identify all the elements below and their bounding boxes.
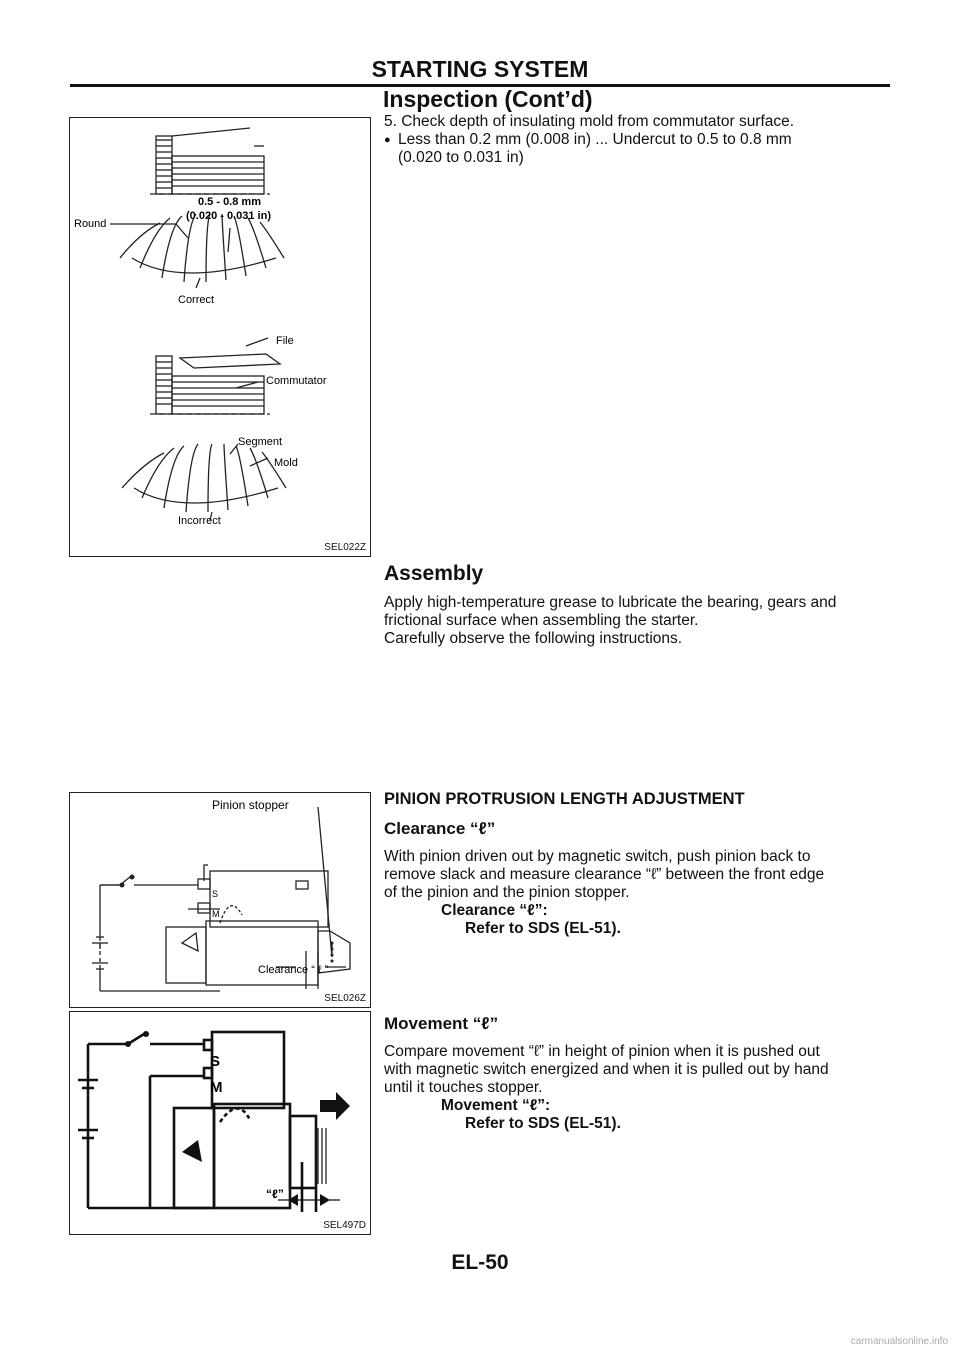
label-s-terminal: S: [210, 1053, 221, 1070]
label-l: “ℓ”: [266, 1187, 284, 1201]
dim-label-mm: 0.5 - 0.8 mm: [198, 196, 261, 208]
movement-line1: Compare movement “ℓ” in height of pinion when it is pushed out: [384, 1043, 820, 1060]
label-pinion-stopper: Pinion stopper: [212, 798, 289, 812]
clearance-line3: of the pinion and the pinion stopper.: [384, 884, 630, 901]
assembly-line3: Carefully observe the following instructions.: [384, 630, 683, 647]
label-m-terminal: M: [210, 1079, 223, 1096]
clearance-line2: remove slack and measure clearance “ℓ” between the front edge: [384, 866, 825, 883]
movement-line3: until it touches stopper.: [384, 1079, 543, 1096]
movement-text: [384, 1043, 904, 1097]
movement-spec-value: Refer to SDS (EL-51).: [465, 1115, 621, 1132]
label-correct: Correct: [178, 294, 215, 306]
label-s-terminal: S: [212, 889, 219, 899]
clearance-line1: With pinion driven out by magnetic switch, push pinion back to: [384, 848, 811, 865]
page-number: EL-50: [451, 1251, 509, 1274]
label-file: File: [276, 335, 294, 347]
step5-bullet-item: [384, 131, 904, 167]
figure-code: SEL497D: [323, 1220, 366, 1231]
assembly-line2: frictional surface when assembling the starter.: [384, 612, 699, 629]
label-segment: Segment: [238, 436, 283, 448]
figure-code: SEL026Z: [324, 993, 366, 1004]
clearance-spec-value: Refer to SDS (EL-51).: [465, 920, 621, 937]
footer-watermark: carmanualsonline.info: [850, 1336, 948, 1347]
dim-label-in: (0.020 - 0.031 in): [186, 210, 271, 222]
movement-heading: Movement “ℓ”: [384, 1014, 499, 1033]
clearance-spec-label: Clearance “ℓ”:: [441, 902, 548, 919]
label-incorrect: Incorrect: [178, 515, 221, 527]
step5-text: [384, 113, 904, 167]
commutator-diagram: [70, 118, 370, 556]
bullet-icon: ●: [384, 134, 391, 146]
pinion-clearance-figure: [69, 792, 371, 1008]
step5-line3: (0.020 to 0.031 in): [398, 149, 524, 166]
figure-code: SEL022Z: [324, 542, 366, 553]
pinion-heading: PINION PROTRUSION LENGTH ADJUSTMENT: [384, 790, 745, 808]
section-subtitle: Inspection (Cont’d): [383, 86, 593, 112]
label-clearance: Clearance “ ℓ ”: [258, 964, 329, 976]
assembly-text: [384, 594, 904, 648]
assembly-line1: Apply high-temperature grease to lubricate the bearing, gears and: [384, 594, 837, 611]
label-round: Round: [74, 218, 107, 230]
clearance-heading: Clearance “ℓ”: [384, 819, 496, 838]
assembly-heading: Assembly: [384, 562, 484, 585]
movement-line2: with magnetic switch energized and when it is pulled out by hand: [384, 1061, 829, 1078]
pinion-movement-diagram: [70, 1012, 370, 1234]
clearance-text: [384, 848, 904, 902]
pinion-clearance-diagram: [70, 793, 370, 1007]
pinion-movement-figure: [69, 1011, 371, 1235]
step5-line1: 5. Check depth of insulating mold from commutator surface.: [384, 113, 795, 130]
step5-line2: Less than 0.2 mm (0.008 in) ... Undercut to 0.5 to 0.8 mm: [398, 131, 792, 148]
section-title: STARTING SYSTEM: [371, 56, 589, 82]
movement-spec-label: Movement “ℓ”:: [441, 1097, 551, 1114]
label-commutator: Commutator: [266, 375, 327, 387]
label-mold: Mold: [274, 457, 298, 469]
label-m-terminal: M: [212, 909, 220, 919]
commutator-undercut-figure: [69, 117, 371, 557]
